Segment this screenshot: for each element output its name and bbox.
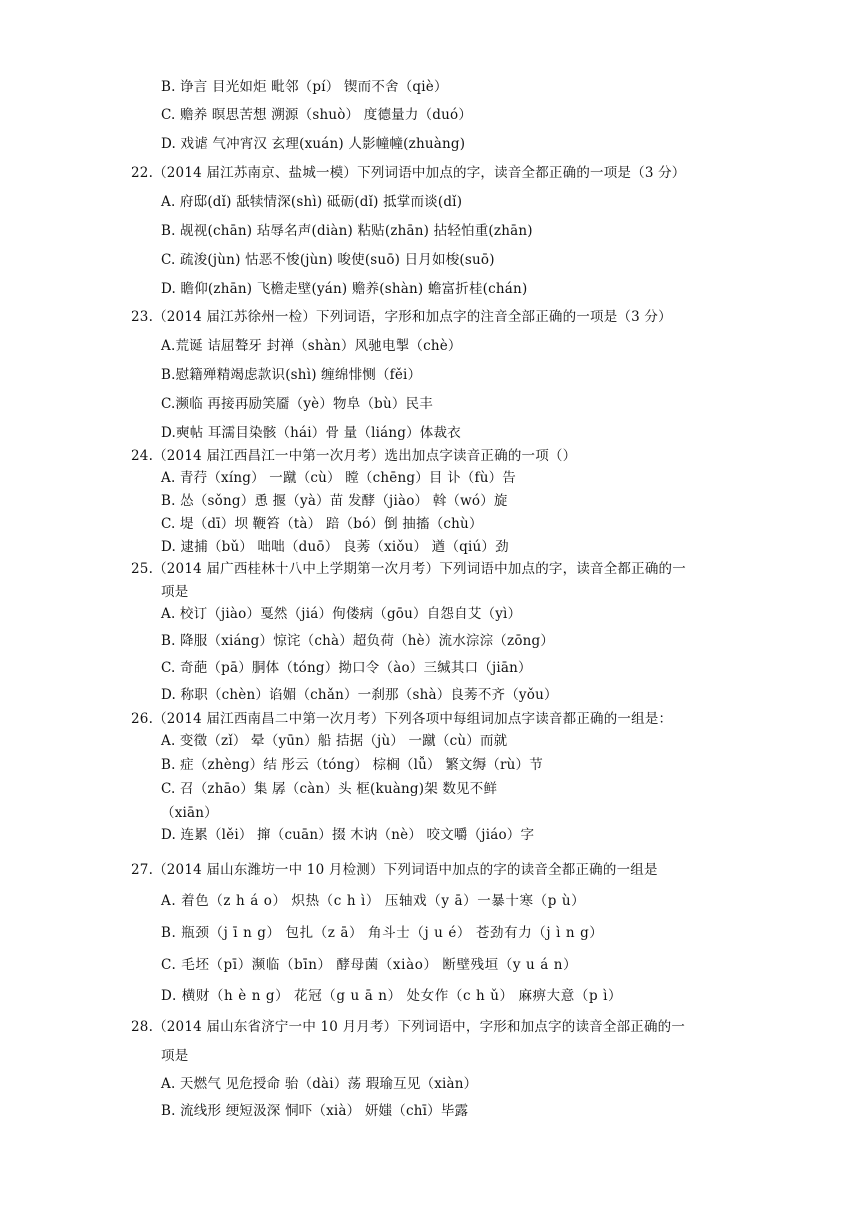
q25-option-b: B. 降服（xiáng）惊诧（chà）超负荷（hè）流水淙淙（zōng） <box>161 633 555 649</box>
q27-option-d: D. 横财（h è n g） 花冠（g u ā n） 处女作（c h ǔ） 麻痹大意（p ì） <box>161 988 623 1004</box>
q24-option-b: B. 怂（sǒng）恿 揠（yà）苗 发酵（jiào） 斡（wó）旋 <box>161 493 508 509</box>
q28-stem-continued: 项是 <box>161 1048 189 1064</box>
q24-option-d: D. 逮捕（bǔ） 咄咄（duō） 良莠（xiǒu） 遒（qiú）劲 <box>161 539 509 555</box>
q22-option-c: C. 疏浚(jùn) 怙恶不悛(jùn) 唆使(suō) 日月如梭(suō) <box>161 252 495 268</box>
q21-option-c: C. 赡养 暝思苦想 溯源（shuò） 度德量力（duó） <box>161 107 473 123</box>
q28-stem: 28.（2014 届山东省济宁一中 10 月月考）下列词语中，字形和加点字的读音全部正确的一 <box>131 1019 686 1035</box>
q26-option-c: C. 召（zhāo）集 孱（càn）头 框(kuàng)架 数见不鲜 <box>161 781 498 797</box>
q25-option-a: A. 校订（jiào）戛然（jiá）佝偻病（gōu）自怨自艾（yì） <box>161 606 522 622</box>
q23-option-c: C.濒临 再接再励笑靥（yè）物阜（bù）民丰 <box>161 396 433 412</box>
q26-option-a: A. 变徵（zǐ） 晕（yūn）船 拮据（jù） 一蹴（cù）而就 <box>161 733 508 749</box>
q23-option-d: D.奭帖 耳濡目染骸（hái）骨 量（liáng）体裁衣 <box>161 425 461 441</box>
q24-option-c: C. 堤（dī）坝 鞭笞（tà） 踣（bó）倒 抽搐（chù） <box>161 516 483 532</box>
q26-option-c-continued: （xiān） <box>161 805 218 821</box>
q21-option-d: D. 戏谑 气冲宵汉 玄理(xuán) 人影幢幢(zhuàng) <box>161 136 466 152</box>
q25-option-d: D. 称职（chèn）谄媚（chǎn）一刹那（shà）良莠不齐（yǒu） <box>161 687 558 703</box>
q24-stem: 24.（2014 届江西昌江一中第一次月考）选出加点字读音正确的一项（） <box>131 448 577 464</box>
q22-stem: 22.（2014 届江苏南京、盐城一模）下列词语中加点的字，读音全都正确的一项是（3 分） <box>131 165 686 181</box>
q27-option-c: C. 毛坯（pī）濒临（bīn） 酵母菌（xiào） 断壁残垣（y u á n） <box>161 957 578 973</box>
q28-option-a: A. 天燃气 见危授命 骀（dài）荡 瑕瑜互见（xiàn） <box>161 1076 478 1092</box>
q24-option-a: A. 青荇（xíng） 一蹴（cù） 瞠（chēng）目 讣（fù）告 <box>161 470 517 486</box>
q22-option-a: A. 府邸(dǐ) 舐犊情深(shì) 砥砺(dǐ) 抵掌而谈(dǐ) <box>161 194 463 210</box>
q25-stem-continued: 项是 <box>161 584 189 600</box>
q22-option-b: B. 觇视(chān) 玷辱名声(diàn) 粘贴(zhān) 拈轻怕重(zhān) <box>161 223 533 239</box>
q25-option-c: C. 奇葩（pā）胴体（tóng）拗口令（ào）三缄其口（jiān） <box>161 660 532 676</box>
q23-stem: 23.（2014 届江苏徐州一检）下列词语，字形和加点字的注音全部正确的一项是（3 分） <box>131 309 672 325</box>
q27-option-a: A. 着色（z h á o） 炽热（c h ì） 压轴戏（y ā）一暴十寒（p ù） <box>161 893 586 909</box>
q27-stem: 27.（2014 届山东潍坊一中 10 月检测）下列词语中加点的字的读音全都正确的一组是 <box>131 862 658 878</box>
q25-stem: 25.（2014 届广西桂林十八中上学期第一次月考）下列词语中加点的字，读音全都正确的一 <box>131 561 686 577</box>
q27-option-b: B. 瓶颈（j ī n g） 包扎（z ā） 角斗士（j u é） 苍劲有力（j ì n g） <box>161 925 604 941</box>
q23-option-b: B.慰籍殚精竭虑款识(shì) 缠绵悱恻（fěi） <box>161 367 422 383</box>
q26-stem: 26.（2014 届江西南昌二中第一次月考）下列各项中每组词加点字读音都正确的一组是： <box>131 711 673 727</box>
q21-option-b: B. 诤言 目光如炬 毗邻（pí） 锲而不舍（qiè） <box>161 79 448 95</box>
q26-option-b: B. 症（zhèng）结 彤云（tóng） 棕榈（lǚ） 繁文缛（rù）节 <box>161 757 543 773</box>
q22-option-d: D. 瞻仰(zhān) 飞檐走壁(yán) 赡养(shàn) 蟾富折桂(chán) <box>161 281 528 297</box>
q23-option-a: A.荒诞 诘屈聱牙 封禅（shàn）风驰电掣（chè） <box>161 338 462 354</box>
q28-option-b: B. 流线形 绠短汲深 恫吓（xià） 妍媸（chī）毕露 <box>161 1103 469 1119</box>
q26-option-d: D. 连累（lěi） 撺（cuān）掇 木讷（nè） 咬文嚼（jiáo）字 <box>161 827 535 843</box>
